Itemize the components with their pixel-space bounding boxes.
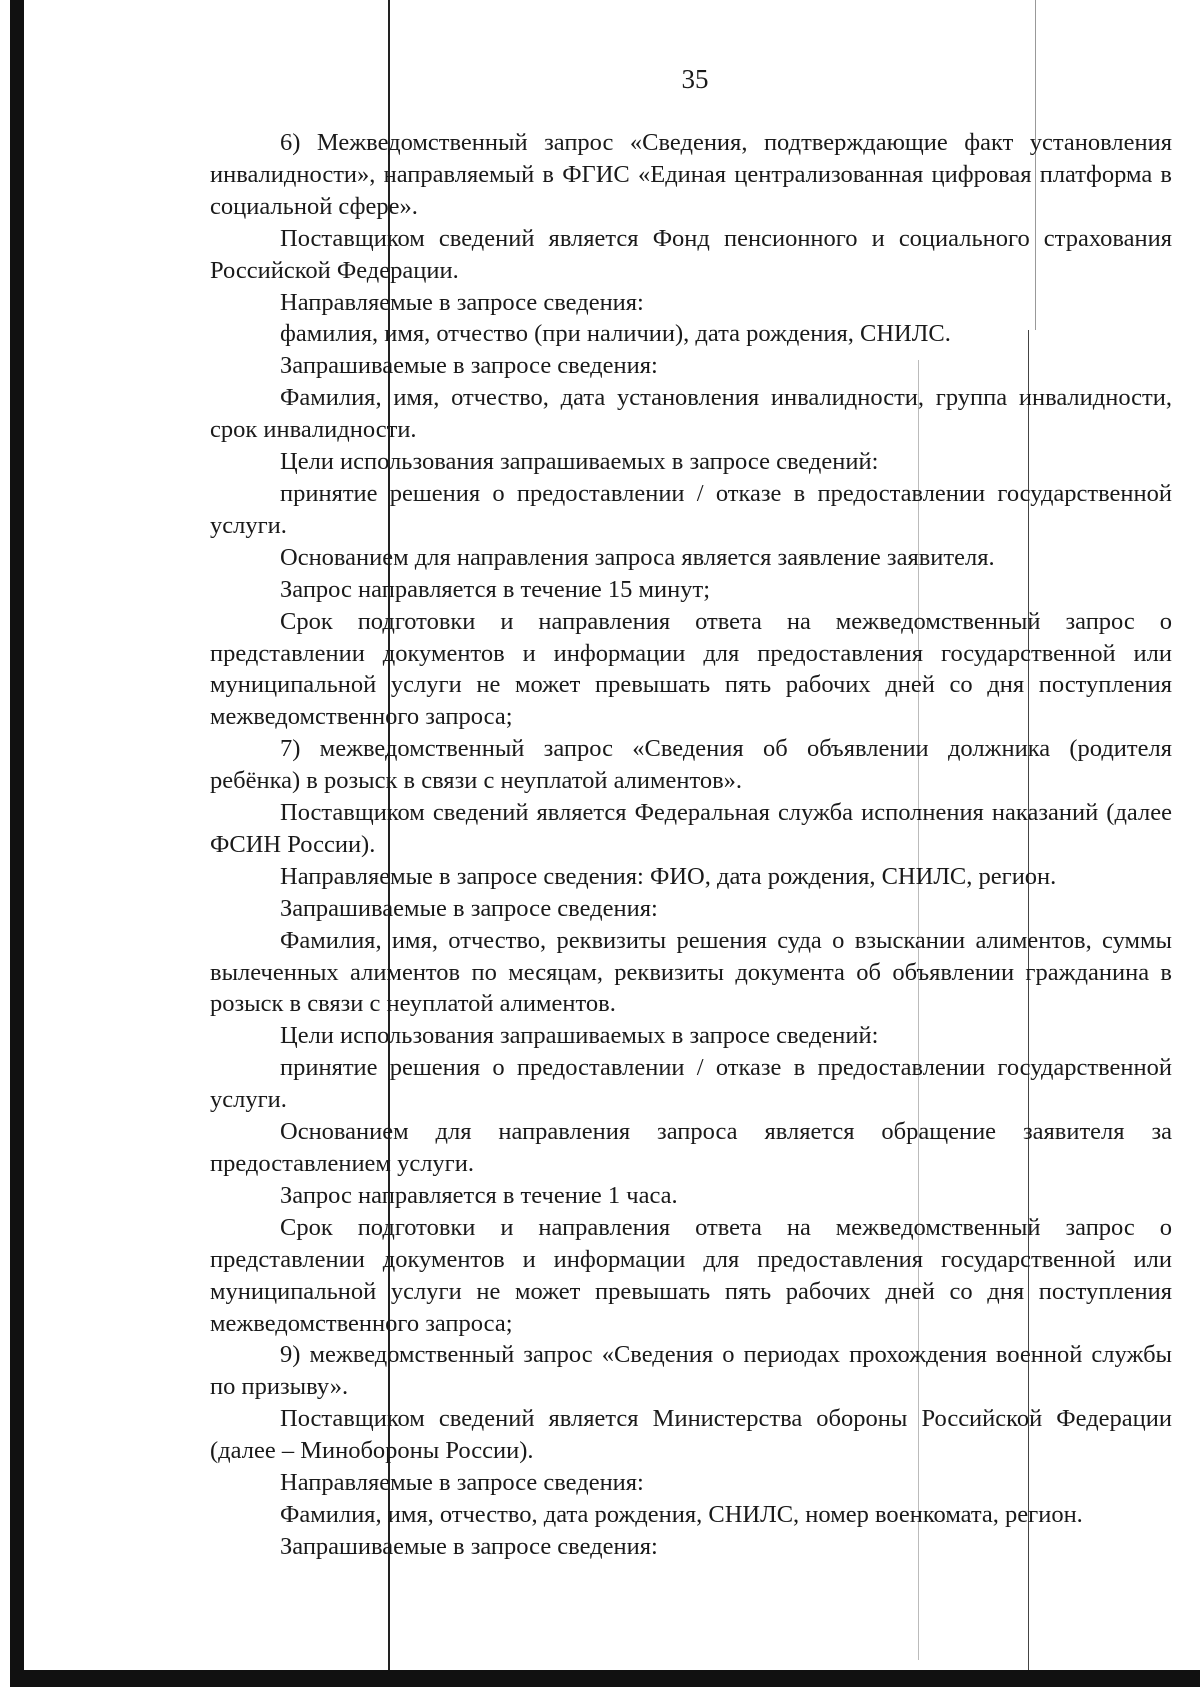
scan-edge-left <box>10 0 24 1687</box>
paragraph: Поставщиком сведений является Федеральная служба исполнения наказаний (далее ФСИН России). <box>210 799 1172 858</box>
paragraph: Срок подготовки и направления ответа на межведомственный запрос о представлении документов и информации для предоставления государственной или муниципальной услуги не может превышать пять рабочих дней со дня поступления межведомственного запроса; <box>210 607 1172 731</box>
paragraph: Поставщиком сведений является Фонд пенсионного и социального страхования Российской Федерации. <box>210 224 1172 284</box>
paragraph: Цели использования запрашиваемых в запросе сведений: <box>280 448 879 476</box>
paragraph: Фамилия, имя, отчество, дата установления инвалидности, группа инвалидности, срок инвалидности. <box>210 384 1172 444</box>
paragraph: Направляемые в запросе сведения: <box>280 288 644 316</box>
paragraph: Запрашиваемые в запросе сведения: <box>280 1532 658 1560</box>
scan-edge-bottom <box>24 1670 1200 1687</box>
paragraph: Поставщиком сведений является Министерства обороны Российской Федерации (далее – Минобороны России). <box>210 1405 1172 1465</box>
paragraph: Основанием для направления запроса является обращение заявителя за предоставлением услуги. <box>210 1118 1172 1177</box>
paragraph: Фамилия, имя, отчество, реквизиты решения суда о взыскании алиментов, суммы вылеченных алиментов по месяцам, реквизиты документа об объявлении гражданина в розыск в связи с неуплатой алиментов. <box>210 926 1172 1018</box>
paragraph: Срок подготовки и направления ответа на межведомственный запрос о представлении документов и информации для предоставления государственной или муниципальной услуги не может превышать пять рабочих дней со дня поступления межведомственного запроса; <box>210 1213 1172 1337</box>
paragraph: фамилия, имя, отчество (при наличии), дата рождения, СНИЛС. <box>280 320 951 348</box>
paragraph: Направляемые в запросе сведения: <box>280 1469 644 1497</box>
paragraph: Запрашиваемые в запросе сведения: <box>280 352 658 380</box>
paragraph: Основанием для направления запроса является заявление заявителя. <box>280 543 995 571</box>
paragraph: принятие решения о предоставлении / отказе в предоставлении государственной услуги. <box>210 479 1172 539</box>
paragraph: Фамилия, имя, отчество, дата рождения, СНИЛС, номер военкомата, регион. <box>280 1500 1083 1528</box>
paragraph: 9) межведомственный запрос «Сведения о периодах прохождения военной службы по призыву». <box>210 1341 1172 1401</box>
paragraph: 6) Межведомственный запрос «Сведения, подтверждающие факт установления инвалидности», направляемый в ФГИС «Единая централизованная цифровая платформа в социальной сфере». <box>210 129 1172 220</box>
paragraph: Запрашиваемые в запросе сведения: <box>280 894 658 922</box>
paragraph: Запрос направляется в течение 1 часа. <box>280 1181 678 1209</box>
paragraph: Цели использования запрашиваемых в запросе сведений: <box>280 1022 879 1050</box>
paragraph: Запрос направляется в течение 15 минут; <box>280 575 711 603</box>
paragraph: Направляемые в запросе сведения: ФИО, дата рождения, СНИЛС, регион. <box>280 862 1057 890</box>
page-number: 35 <box>681 64 709 94</box>
paragraph: 7) межведомственный запрос «Сведения об объявлении должника (родителя ребёнка) в розыск в связи с неуплатой алиментов». <box>210 735 1172 795</box>
paragraph: принятие решения о предоставлении / отказе в предоставлении государственной услуги. <box>210 1054 1172 1114</box>
document-body <box>210 127 1172 1563</box>
